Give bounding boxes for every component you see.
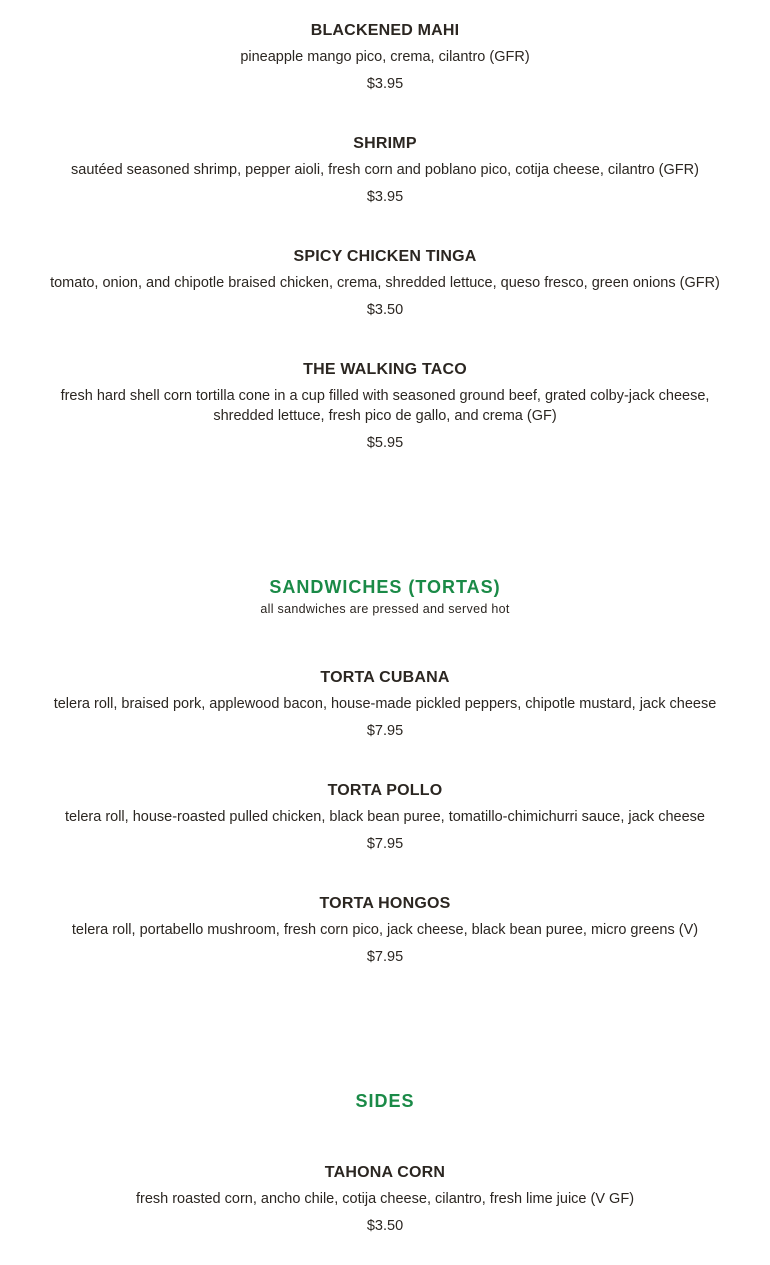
item-description: fresh roasted corn, ancho chile, cotija cheese, cilantro, fresh lime juice (V GF) <box>135 1191 635 1207</box>
item-description: sautéed seasoned shrimp, pepper aioli, fresh corn and poblano pico, cotija cheese, cilantro (GFR) <box>71 162 699 178</box>
item-price: $7.95 <box>366 949 404 965</box>
item-description-line: shredded lettuce, fresh pico de gallo, and crema (GF) <box>213 408 557 424</box>
item-description-line: fresh hard shell corn tortilla cone in a cup filled with seasoned ground beef, grated colby-jack cheese, <box>60 388 710 404</box>
menu-item-blackened-mahi <box>0 21 770 94</box>
item-name: BLACKENED MAHI <box>310 22 460 39</box>
item-name: THE WALKING TACO <box>303 361 467 378</box>
item-description: telera roll, portabello mushroom, fresh corn pico, jack cheese, black bean puree, micro greens (V) <box>71 922 699 938</box>
item-name: TORTA HONGOS <box>319 895 451 912</box>
item-name: SPICY CHICKEN TINGA <box>293 248 477 265</box>
menu-item-torta-pollo <box>0 781 770 854</box>
menu-item-shrimp <box>0 134 770 207</box>
item-name: TAHONA CORN <box>324 1164 446 1181</box>
section-subtitle: all sandwiches are pressed and served hot <box>260 602 510 616</box>
item-price: $3.95 <box>366 189 404 205</box>
item-name: TORTA CUBANA <box>320 669 450 686</box>
item-description: telera roll, house-roasted pulled chicken, black bean puree, tomatillo-chimichurri sauce, jack cheese <box>65 809 705 825</box>
menu-item-spicy-chicken-tinga <box>0 247 770 320</box>
item-price: $3.50 <box>366 302 404 318</box>
item-description: telera roll, braised pork, applewood bacon, house-made pickled peppers, chipotle mustard, jack cheese <box>53 696 717 712</box>
item-description: pineapple mango pico, crema, cilantro (GFR) <box>240 49 530 65</box>
item-description: tomato, onion, and chipotle braised chicken, crema, shredded lettuce, queso fresco, green onions (GFR) <box>50 275 720 291</box>
section-title: SIDES <box>355 1091 415 1111</box>
item-price: $5.95 <box>366 435 404 451</box>
menu-item-torta-hongos <box>0 894 770 967</box>
section-title: SANDWICHES (TORTAS) <box>269 577 501 597</box>
menu-item-torta-cubana <box>0 668 770 741</box>
item-description <box>0 386 770 426</box>
menu-item-walking-taco <box>0 360 770 453</box>
section-header-sides <box>0 1090 770 1112</box>
item-name: SHRIMP <box>353 135 417 152</box>
item-price: $3.95 <box>366 76 404 92</box>
item-price: $3.50 <box>366 1218 404 1234</box>
item-price: $7.95 <box>366 723 404 739</box>
section-header-sandwiches <box>0 576 770 617</box>
menu-item-tahona-corn <box>0 1163 770 1236</box>
item-price: $7.95 <box>366 836 404 852</box>
item-name: TORTA POLLO <box>327 782 443 799</box>
